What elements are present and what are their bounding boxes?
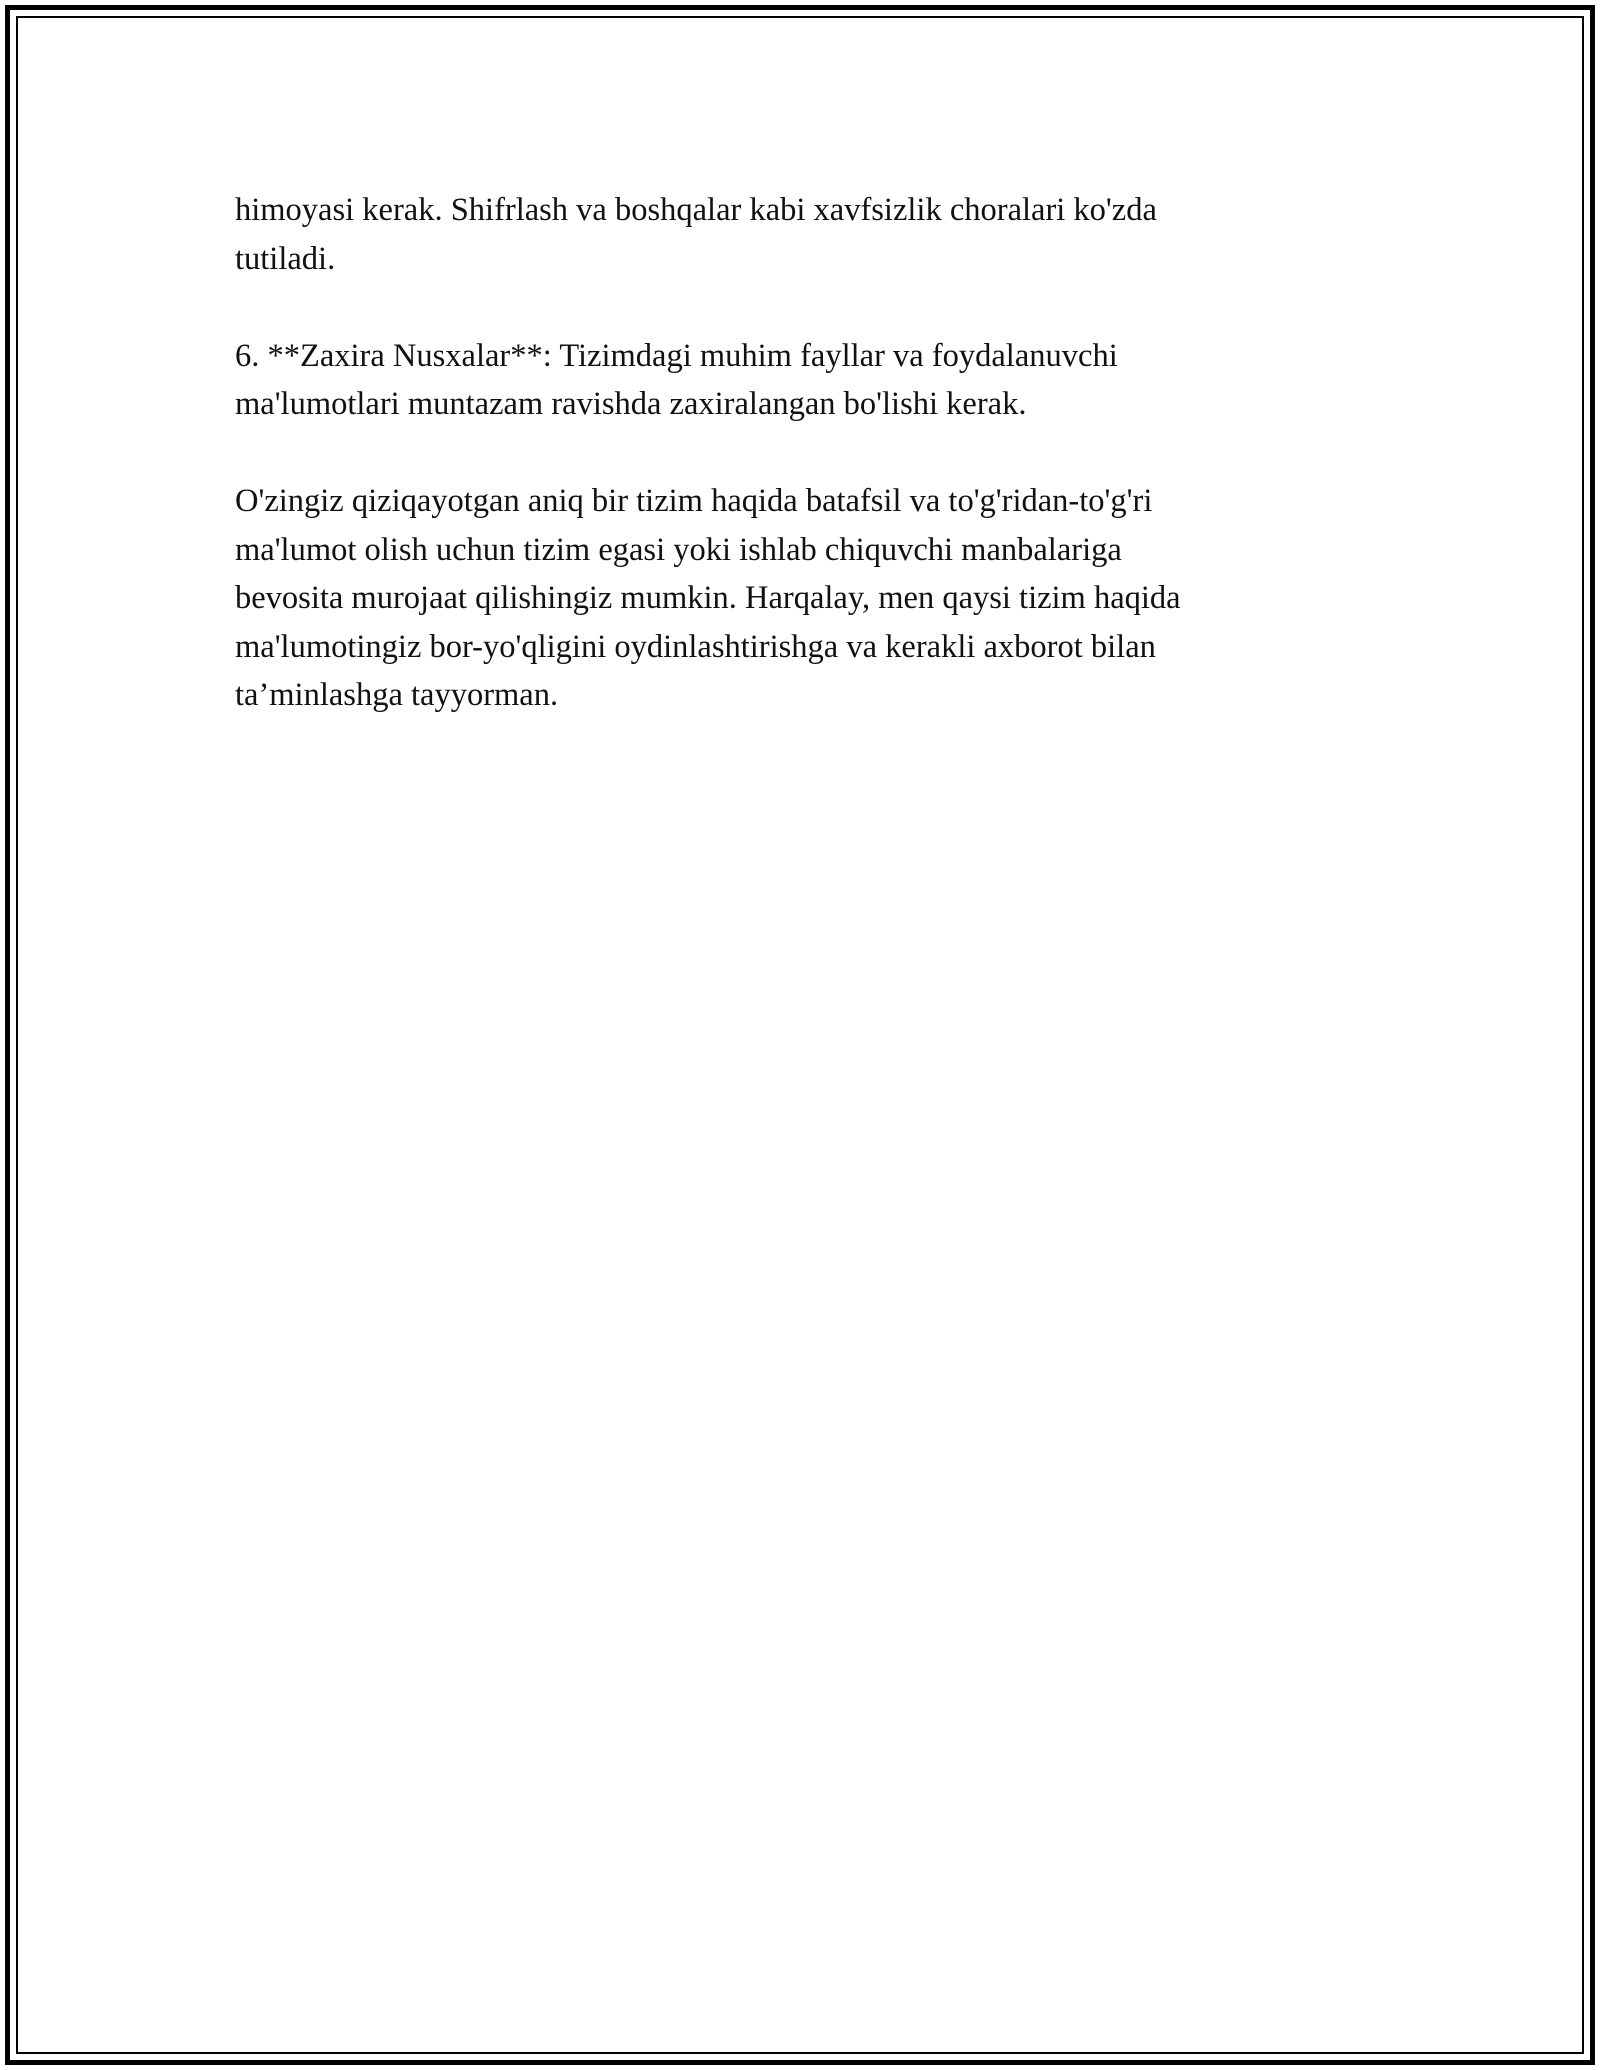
paragraph-closing: O'zingiz qiziqayotgan aniq bir tizim haqida batafsil va to'g'ridan-to'g'ri ma'lumot olish uchun tizim egasi yoki ishlab chiquvchi manbalariga bevosita murojaat qilishingiz mumkin. Harqalay, men qaysi tizim haqida ma'lumotingiz bor-yo'qligini oydinlashtirishga va kerakli axborot bilan ta’minlashga tayyorman.	[235, 483, 1181, 713]
document-body	[235, 186, 1365, 768]
paragraph-backup-copies: 6. **Zaxira Nusxalar**: Tizimdagi muhim fayllar va foydalanuvchi ma'lumotlari muntazam ravishda zaxiralangan bo'lishi kerak.	[235, 337, 1118, 422]
paragraph-continuation: himoyasi kerak. Shifrlash va boshqalar kabi xavfsizlik choralari ko'zda tutiladi.	[235, 192, 1157, 277]
